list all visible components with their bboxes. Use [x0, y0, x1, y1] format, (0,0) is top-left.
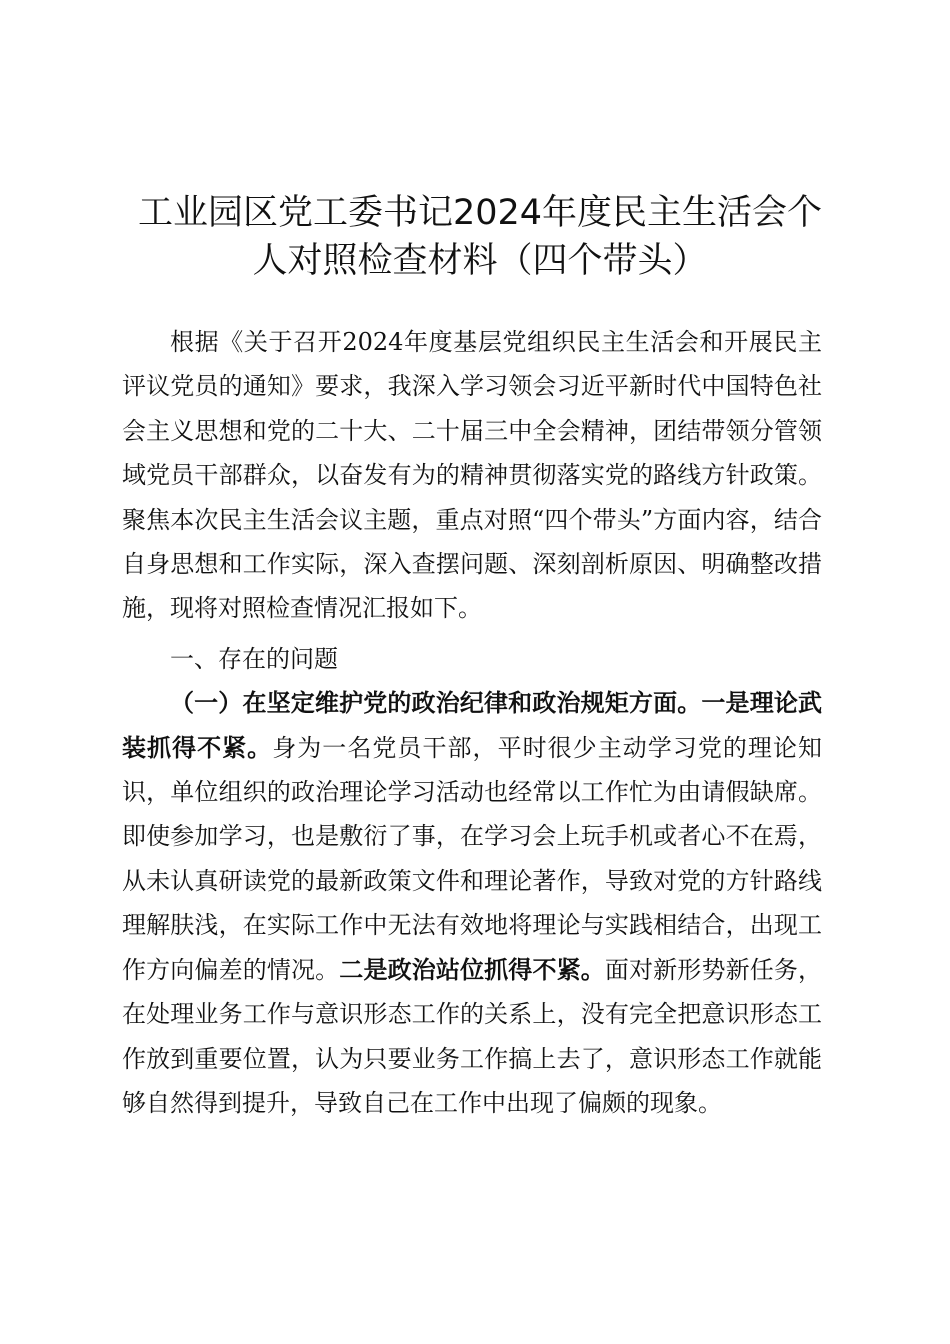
- subsection-paragraph-political-discipline: [122, 681, 822, 1125]
- point-1-text: 身为一名党员干部，平时很少主动学习党的理论知识，单位组织的政治理论学习活动也经常以工作忙为由请假缺席。即使参加学习，也是敷衍了事，在学习会上玩手机或者心不在焉，从未认真研读党的最新政策文件和理论著作，导致对党的方针路线理解肤浅，在实际工作中无法有效地将理论与实践相结合，出现工作方向偏差的情况。: [122, 733, 823, 984]
- title-line-1: 工业园区党工委书记2024年度民主生活会个: [137, 193, 823, 233]
- subsection-heading: （一）在坚定维护党的政治纪律和政治规矩方面。: [170, 689, 702, 718]
- title-line-2: 人对照检查材料（四个带头）: [252, 241, 708, 281]
- point-1-lead: 一是理论武装抓得不紧。: [122, 689, 823, 762]
- section-heading-problems: 一、存在的问题: [170, 644, 338, 673]
- document-title: [110, 189, 850, 285]
- intro-paragraph: 根据《关于召开2024年度基层党组织民主生活会和开展民主评议党员的通知》要求，我深入学习领会习近平新时代中国特色社会主义思想和党的二十大、二十届三中全会精神，团结带领分管领域党员干部群众，以奋发有为的精神贯彻落实党的路线方针政策。聚焦本次民主生活会议主题，重点对照“四个带头”方面内容，结合自身思想和工作实际，深入查摆问题、深刻剖析原因、明确整改措施，现将对照检查情况汇报如下。: [122, 328, 822, 623]
- point-2-text: 面对新形势新任务，在处理业务工作与意识形态工作的关系上，没有完全把意识形态工作放到重要位置，认为只要业务工作搞上去了，意识形态工作就能够自然得到提升，导致自己在工作中出现了偏颇的现象。: [122, 955, 823, 1117]
- point-2-lead: 二是政治站位抓得不紧。: [339, 955, 605, 984]
- document-body: [122, 320, 822, 1125]
